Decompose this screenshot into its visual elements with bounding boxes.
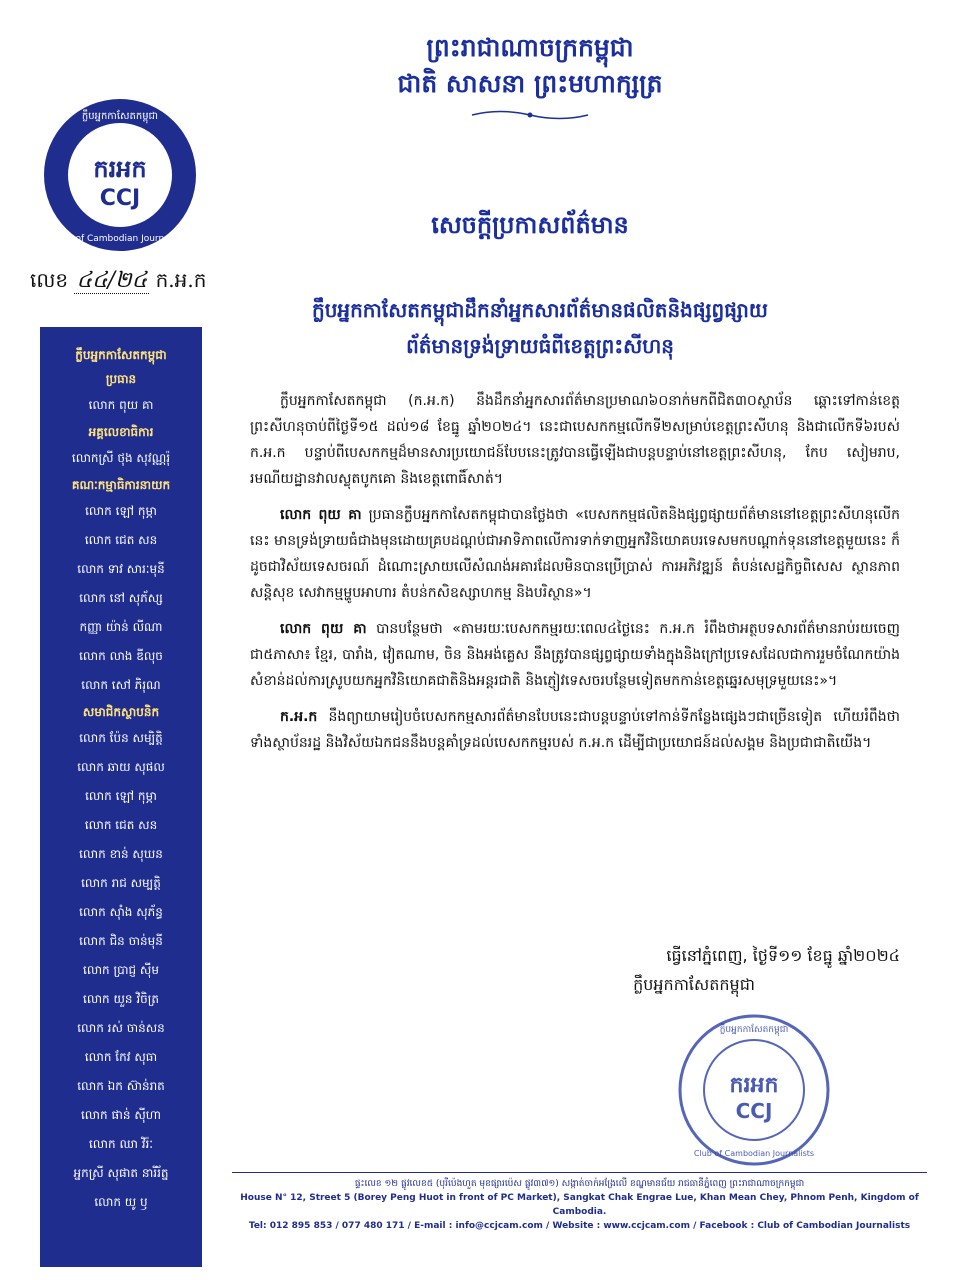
- paragraph-text: ក្លឹបអ្នកកាសែតកម្ពុជា (ក.អ.ក) នឹងដឹកនាំអ្នកសារព័ត៌មានប្រមាណ៦០នាក់មកពីជិត៣០ស្ថាប័ន ឆ្ពោះទៅកាន់ខេត្តព្រះសីហនុចាប់ពីថ្ងៃទី១៥ ដល់១៨ ខែធ្នូ ឆ្នាំ២០២៤។ នេះជាបេសកកម្មលើកទី២សម្រាប់ខេត្តព្រះសីហនុ និងជាលើកទី៦របស់ ក.អ.ក បន្ទាប់ពីបេសកកម្មដ៏មានសារប្រយោជន៍បែបនេះត្រូវបានធ្វើឡើងជាបន្តបន្ទាប់នៅខេត្តព្រះសីហនុ, កែប សៀមរាប, រមណីយដ្ឋានវាលស្លុតបូកគោ និងខេត្តពោធិ៍សាត់។: [250, 393, 900, 487]
- sidebar-member-name: លោក ប្រាជ្ញ ស៊ីម: [83, 963, 159, 977]
- kingdom-header: [300, 30, 760, 102]
- sidebar-members: [40, 327, 202, 1267]
- headline-line-2: ព័ត៌មានទ្រង់ទ្រាយធំពីខេត្តព្រះសីហនុ: [406, 334, 674, 358]
- kingdom-line-2: ជាតិ សាសនា ព្រះមហាក្សត្រ: [397, 69, 663, 98]
- sidebar-member-name: លោក ជេត សន: [84, 533, 158, 547]
- sidebar-section-heading: សមាជិកស្ថាបនិក: [82, 705, 160, 719]
- sidebar-member-name: លោក សៅ ភិរុណ: [81, 678, 161, 692]
- footer-divider: [232, 1172, 927, 1173]
- dateline: ធ្វើនៅភ្នំពេញ, ថ្ងៃទី១១ ខែធ្នូ ឆ្នាំ២០២៤: [666, 946, 900, 965]
- logo-abbr-en: CCJ: [99, 186, 141, 211]
- seal-abbr-en: CCJ: [735, 1099, 773, 1123]
- paragraph-text: បានបន្ថែមថា «តាមរយៈបេសកកម្មរយៈពេល៤ថ្ងៃនេះ ក.អ.ក រំពឹងថាអត្ថបទសារព័ត៌មានរាប់រយចេញជា៥ភាសា៖ ខ្មែរ, បារាំង, វៀតណាម, ចិន និងអង់គ្លេស នឹងត្រូវបានផ្សព្វផ្សាយទាំងក្នុងនិងក្រៅប្រទេសដែលជាការរួមចំណែកយ៉ាងសំខាន់ដល់ការស្រូបយកអ្នកវិនិយោគជាតិនិងអន្តរជាតិ និងភ្ញៀវទេសចរបន្ថែមទៀតមកកាន់ខេត្តឆ្នេរសមុទ្រមួយនេះ»។: [250, 621, 900, 689]
- sidebar-member-name: កញ្ញា យ៉ាន់ លីណា: [79, 620, 163, 634]
- seal-name-en: Club of Cambodian Journalists: [693, 1149, 815, 1158]
- footer-contact: Tel: 012 895 853 / 077 480 171 / E-mail : info@ccjcam.com / Website : www.ccjcam.com / Facebook : Club of Cambodian Journalists: [248, 1221, 911, 1231]
- sidebar-member-name: លោក ឡៅ កុម្ភា: [85, 789, 157, 803]
- body-paragraph: [250, 704, 900, 756]
- ref-label: លេខ: [30, 268, 69, 292]
- sidebar-member-name: លោក នៅ សុភ័ស្ស: [79, 591, 163, 605]
- sidebar-member-name: លោក ផាន់ ស៊ីហា: [81, 1108, 161, 1122]
- press-release-body: [250, 388, 900, 766]
- sidebar-sections: [40, 367, 202, 1217]
- sidebar-member-name: លោក ស៊ាំង សុភ័ន្ធ: [79, 905, 163, 919]
- sidebar-member-name: លោក កែវ សុធា: [84, 1050, 158, 1064]
- sidebar-member-name: លោក យួន វិចិត្រ: [83, 992, 159, 1006]
- sidebar-member-name: លោកស្រី ថុង សុវណ្ណរ៉ុ: [71, 451, 171, 465]
- sidebar-member-name: លោក ពុយ គា: [88, 398, 154, 412]
- sidebar-member-name: លោក យូ ឫ: [94, 1195, 148, 1209]
- signer: ក្លឹបអ្នកកាសែតកម្ពុជា: [633, 975, 755, 994]
- sidebar-member-name: លោក ជិន ចាន់មុនី: [79, 934, 163, 948]
- sidebar-member-name: លោក ប៉ែន សម្បិត្តិ: [79, 731, 163, 745]
- kingdom-line-1: ព្រះរាជាណាចក្រកម្ពុជា: [426, 33, 634, 62]
- headline-line-1: ក្លឹបអ្នកកាសែតកម្ពុជាដឹកនាំអ្នកសារព័ត៌មានផលិតនិងផ្សព្វផ្សាយ: [312, 298, 768, 322]
- paragraph-lead: លោក ពុយ គា: [280, 621, 367, 637]
- ref-suffix: ក.អ.ក: [155, 268, 207, 292]
- footer-address-en: House N° 12, Street 5 (Borey Peng Huot in front of PC Market), Sangkat Chak Engrae Lue, Khan Mean Chey, Phnom Penh, Kingdom of Cambodia.: [240, 1193, 919, 1217]
- body-paragraph: [250, 616, 900, 694]
- ornament-divider-icon: [470, 108, 590, 122]
- paragraph-lead: ក.អ.ក: [280, 709, 318, 725]
- sidebar-member-name: លោក ជេត សន: [84, 818, 158, 832]
- sidebar-member-name: លោក ទាវ សារៈមុនី: [77, 562, 165, 576]
- paragraph-lead: លោក ពុយ គា: [280, 507, 362, 523]
- sidebar-member-name: លោក រស់ ចាន់សន: [77, 1021, 165, 1035]
- sidebar-member-name: លោក រាជ សម្បត្តិ: [81, 876, 161, 890]
- sidebar-member-name: លោក ខាន់ សុឃន: [79, 847, 163, 861]
- seal-arc-text: ក្លឹបអ្នកកាសែតកម្ពុជា: [719, 1025, 789, 1035]
- logo-arc-text: ក្លឹបអ្នកកាសែតកម្ពុជា: [81, 111, 159, 122]
- ccj-seal-stamp-icon: [676, 1012, 832, 1168]
- paragraph-text: ប្រធានក្លឹបអ្នកកាសែតកម្ពុជាបានថ្លែងថា «បេសកកម្មផលិតនិងផ្សព្វផ្សាយព័ត៌មាននៅខេត្តព្រះសីហនុលើកនេះ មានទ្រង់ទ្រាយធំជាងមុនដោយគ្របដណ្តប់ជាអាទិភាពលើការទាក់ទាញអ្នកវិនិយោគបរទេសមកបណ្តាក់ទុននៅខេត្តមួយនេះ ក៏ដូចជាវិស័យទេសចរណ៍ ដំណោះស្រាយលើសំណង់អគារដែលមិនបានប្រើប្រាស់ ការអភិវឌ្ឍន៍ តំបន់សេដ្ឋកិច្ចពិសេស ស្ថានភាពសន្តិសុខ សេវាកម្មម្ហូបអាហារ តំបន់កសិឧស្សាហកម្ម និងបរិស្ថាន»។: [250, 507, 900, 601]
- sidebar-section-heading: អគ្គលេខាធិការ: [88, 425, 154, 439]
- body-paragraph: [250, 502, 900, 606]
- seal-abbr-km: ករអក: [729, 1073, 779, 1098]
- paragraph-text: នឹងព្យាយាមរៀបចំបេសកកម្មសារព័ត៌មានបែបនេះជាបន្តបន្ទាប់ទៅកាន់ទីកន្លែងផ្សេងៗជាច្រើនទៀត ហើយរំពឹងថា ទាំងស្ថាប័នរដ្ឋ និងវិស័យឯកជននឹងបន្តគាំទ្រដល់បេសកកម្មរបស់ ក.អ.ក ដើម្បីជាប្រយោជន៍ដល់សង្គម និងប្រជាជាតិយើង។: [250, 709, 900, 751]
- sidebar-section-heading: ប្រធាន: [105, 372, 137, 386]
- ccj-logo-icon: [40, 95, 200, 255]
- headline: [230, 292, 850, 364]
- reference-number: [30, 266, 206, 298]
- footer-address-km: ផ្ទះលេខ ១២ ផ្លូវលេខ៥ (បុរីប៉េងហួត មុខផ្សារប៉េស ផ្លូវ៣៧១) សង្កាត់ចាក់អង្រែលើ ខណ្ឌមានជ័យ រាជធានីភ្នំពេញ ព្រះរាជាណាចក្រកម្ពុជា: [354, 1179, 805, 1189]
- sidebar-org-title: ក្លឹបអ្នកកាសែតកម្ពុជា: [75, 348, 167, 362]
- sidebar-member-name: លោក ឡៅ កុម្ភា: [85, 504, 157, 518]
- ref-number: ៤៤/២៤: [76, 268, 148, 293]
- document-title: សេចក្តីប្រកាសព័ត៌មាន: [431, 210, 629, 239]
- body-paragraph: [250, 388, 900, 492]
- logo-name-en: Club of Cambodian Journalists: [52, 234, 188, 244]
- sidebar-member-name: លោក ឯក ស៊ាន់រាត: [77, 1079, 165, 1093]
- sidebar-member-name: លោក ឆាយ សុផល: [77, 760, 165, 774]
- sidebar-member-name: លោក លាង ឌីលុច: [79, 649, 163, 663]
- footer: [232, 1177, 927, 1233]
- sidebar-section-heading: គណៈកម្មាធិការនាយក: [71, 478, 171, 492]
- sidebar-member-name: អ្នកស្រី សុផាត នារីរ័ត្ន: [73, 1166, 169, 1180]
- sidebar-member-name: លោក ឈា វិរ៉ៈ: [88, 1137, 154, 1151]
- logo-abbr-km: ករអក: [93, 155, 147, 183]
